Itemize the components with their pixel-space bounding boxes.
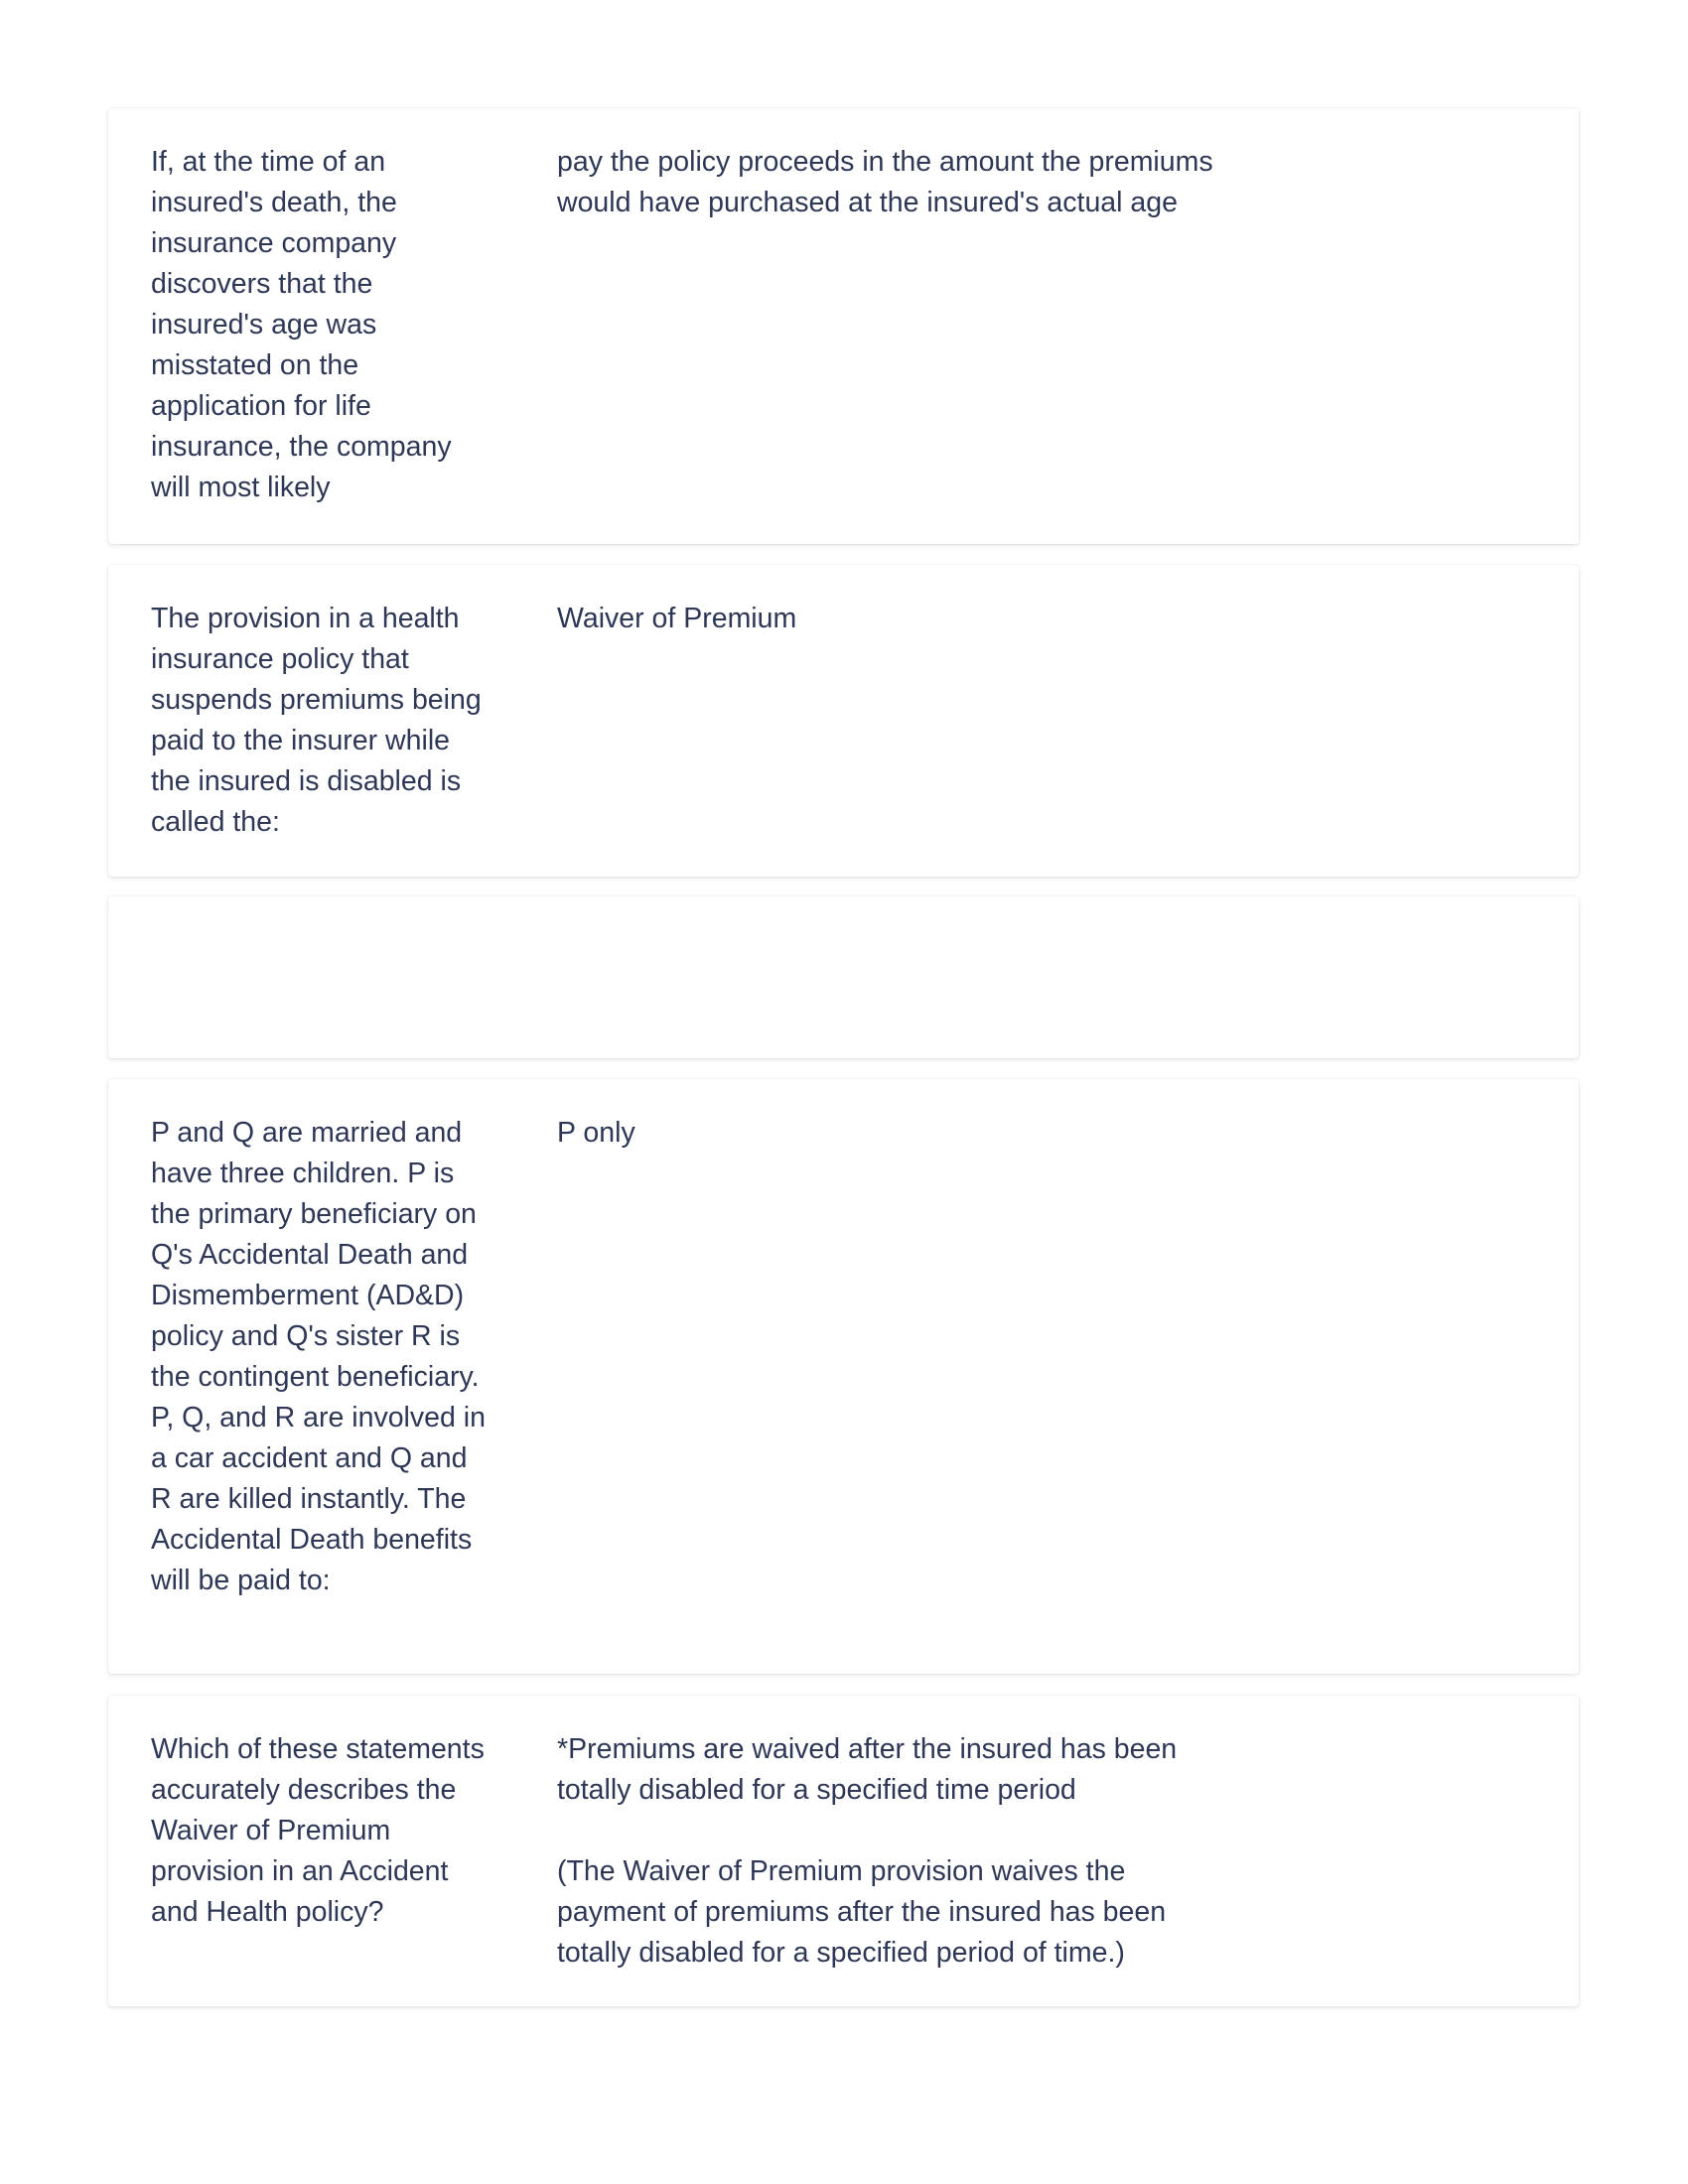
card-definition: Waiver of Premium bbox=[557, 603, 797, 634]
card-definition: *Premiums are waived after the insured has been totally disabled for a specified time period (The Waiver of Premium provision waives the payment of premiums after the insured has been totally disabled for a specified period of time.) bbox=[557, 1733, 1178, 1969]
card-term: The provision in a health insurance policy that suspends premiums being paid to the insurer while the insured is disabled is called the: bbox=[151, 603, 490, 838]
flashcard bbox=[108, 108, 1579, 544]
card-definition: P only bbox=[557, 1117, 635, 1149]
flashcard bbox=[108, 1079, 1579, 1674]
card-term: If, at the time of an insured's death, the insurance company discovers that the insured's age was misstated on the application for life insurance, the company will most likely bbox=[151, 146, 460, 503]
card-term: P and Q are married and have three children. P is the primary beneficiary on Q's Accidental Death and Dismemberment (AD&D) policy and Q's sister R is the contingent beneficiary. P, Q, and R are involved in a car accident and Q and R are killed instantly. The Accidental Death benefits will be paid to: bbox=[151, 1117, 493, 1596]
flashcard-empty bbox=[108, 896, 1579, 1058]
flashcard bbox=[108, 1696, 1579, 2006]
flashcard bbox=[108, 565, 1579, 877]
card-term: Which of these statements accurately describes the Waiver of Premium provision in an Accident and Health policy? bbox=[151, 1733, 492, 1928]
card-definition: pay the policy proceeds in the amount the premiums would have purchased at the insured's actual age bbox=[557, 146, 1221, 218]
